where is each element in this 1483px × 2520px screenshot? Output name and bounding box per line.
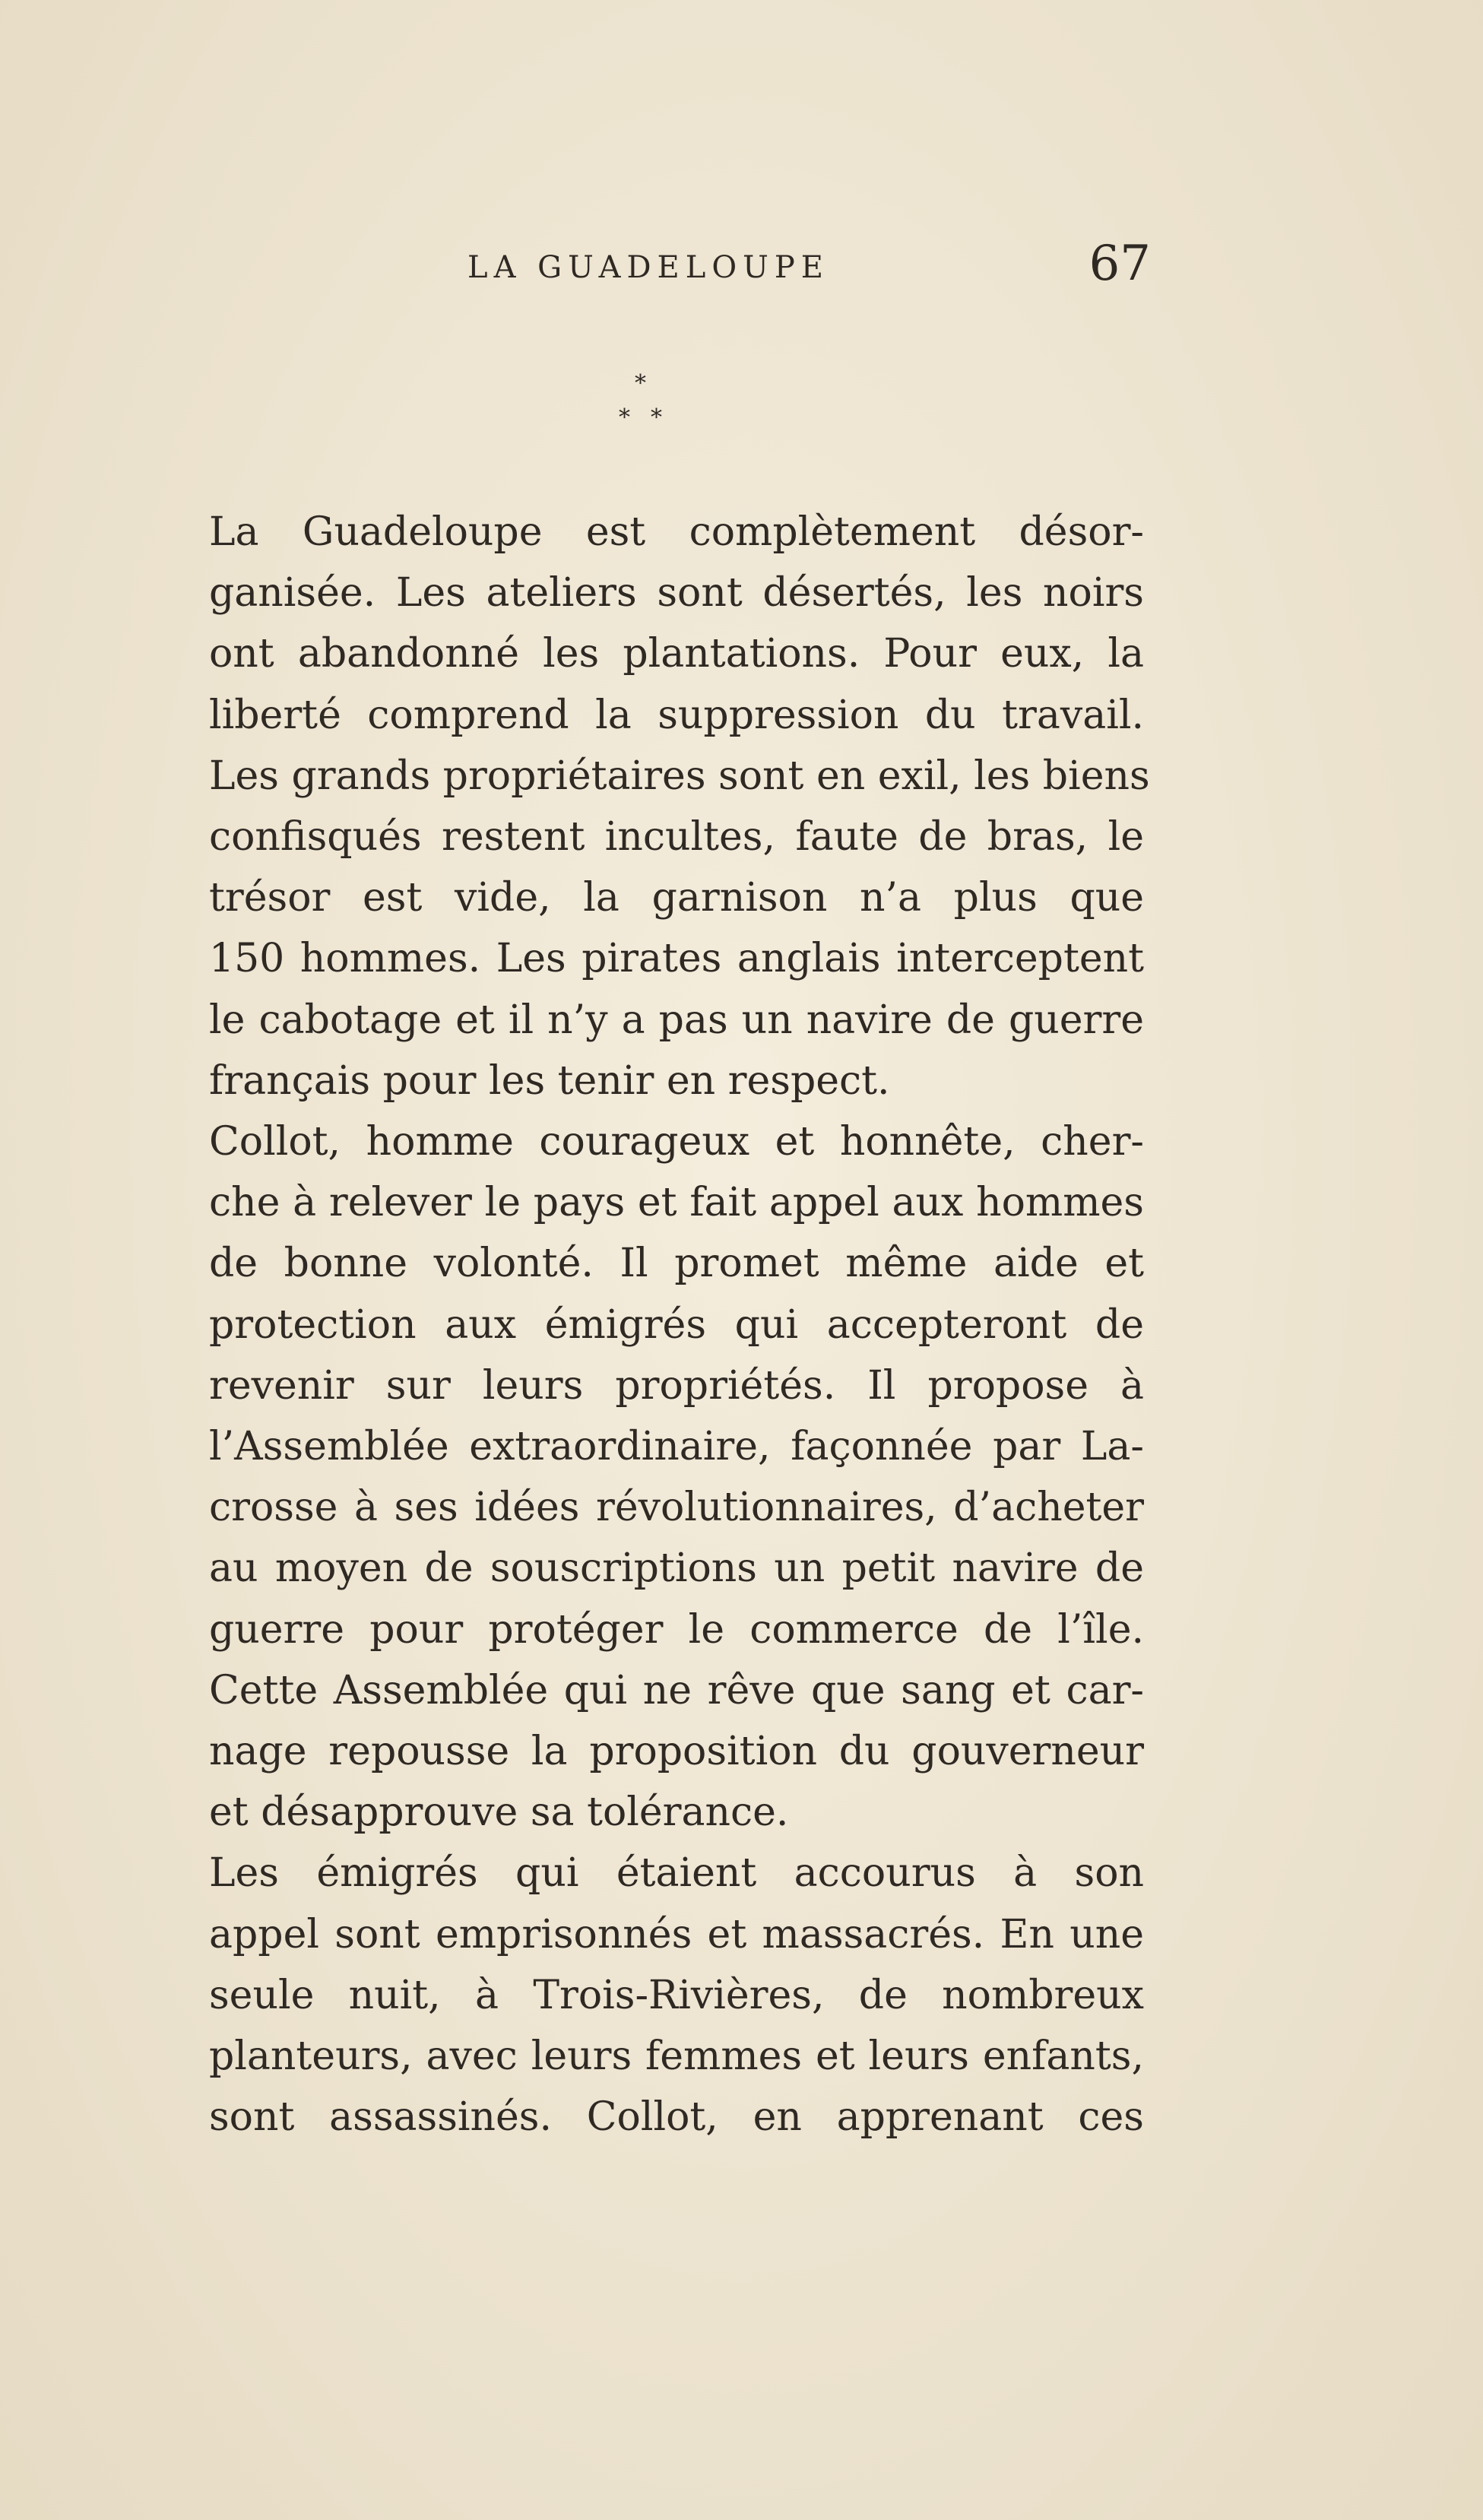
body-text [209, 502, 1150, 2148]
text-line: revenir sur leurs propriétés. Il propose à [209, 1362, 1144, 1409]
text-line: 150 hommes. Les pirates anglais interceptent [209, 936, 1144, 982]
text-line: ont abandonné les plantations. Pour eux, la [209, 631, 1144, 677]
text-line: Les grands propriétaires sont en exil, les biens [209, 753, 1150, 799]
text-line: seule nuit, à Trois-Rivières, de nombreux [209, 1972, 1144, 2018]
text-line: de bonne volonté. Il promet même aide et [209, 1241, 1144, 1287]
paragraph [209, 1843, 1144, 2148]
text-line: appel sont emprisonnés et massacrés. En une [209, 1911, 1144, 1957]
paragraph [209, 1111, 1144, 1843]
text-line: sont assassinés. Collot, en apprenant ces [209, 2094, 1144, 2141]
text-line: La Guadeloupe est complètement désor- [209, 509, 1144, 555]
text-line: guerre pour protéger le commerce de l’île. [209, 1606, 1144, 1653]
asterism-ornament [608, 372, 684, 449]
text-line: français pour les tenir en respect. [209, 1057, 890, 1104]
text-line: che à relever le pays et fait appel aux hommes [209, 1180, 1144, 1226]
text-line: au moyen de souscriptions un petit navire de [209, 1545, 1144, 1592]
text-line: Collot, homme courageux et honnête, cher- [209, 1119, 1144, 1165]
asterism-star-icon: * [619, 404, 630, 431]
running-title: LA GUADELOUPE [467, 250, 829, 285]
text-line: et désapprouve sa tolérance. [209, 1789, 789, 1836]
running-head [0, 237, 1483, 298]
paragraph [209, 502, 1150, 1111]
text-line: Les émigrés qui étaient accourus à son [209, 1850, 1144, 1897]
text-line: ganisée. Les ateliers sont désertés, les noirs [209, 570, 1144, 617]
asterism-star-icon: * [651, 404, 662, 431]
text-line: nage repousse la proposition du gouverneur [209, 1729, 1144, 1775]
text-line: liberté comprend la suppression du travail. [209, 692, 1144, 738]
text-line: l’Assemblée extraordinaire, façonnée par La- [209, 1424, 1144, 1470]
text-line: le cabotage et il n’y a pas un navire de guerre [209, 997, 1144, 1043]
text-line: Cette Assemblée qui ne rêve que sang et car- [209, 1667, 1144, 1713]
page-number: 67 [1088, 236, 1151, 292]
asterism-star-icon: * [635, 370, 646, 397]
text-line: planteurs, avec leurs femmes et leurs enfants, [209, 2033, 1144, 2080]
text-line: protection aux émigrés qui accepteront de [209, 1301, 1144, 1348]
text-line: confisqués restent incultes, faute de bras, le [209, 814, 1144, 861]
text-line: trésor est vide, la garnison n’a plus que [209, 875, 1144, 921]
text-line: crosse à ses idées révolutionnaires, d’acheter [209, 1485, 1144, 1531]
